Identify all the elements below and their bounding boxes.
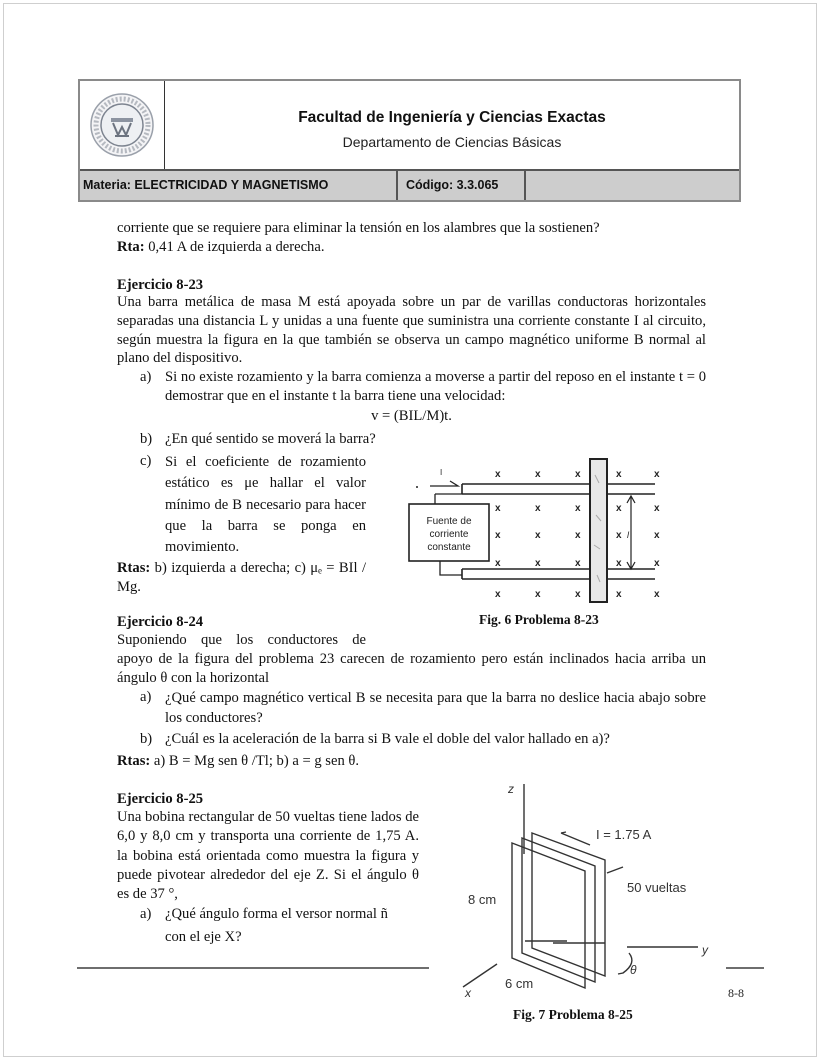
ex24-a-text: ¿Qué campo magnético vertical B se necesita para que la barra no deslice hacia abajo sobre los conductores? bbox=[165, 690, 706, 726]
svg-text:6 cm: 6 cm bbox=[505, 976, 534, 991]
figure-7-coil-diagram bbox=[455, 776, 730, 1001]
empty-cell bbox=[526, 171, 739, 200]
page-number: 8-8 bbox=[728, 986, 744, 1000]
answers-value: b) izquierda a derecha; c) μₑ = BIl / Mg. bbox=[117, 560, 366, 595]
ex25-a-text-line2: con el eje X? bbox=[165, 929, 242, 945]
svg-text:x: x bbox=[616, 503, 622, 514]
svg-text:constante: constante bbox=[427, 542, 471, 553]
svg-text:x: x bbox=[654, 469, 660, 480]
svg-text:x: x bbox=[495, 558, 501, 569]
svg-text:x: x bbox=[575, 530, 581, 541]
ex23-a-label: a) bbox=[140, 369, 152, 385]
svg-text:I: I bbox=[440, 468, 443, 477]
svg-text:x: x bbox=[616, 469, 622, 480]
magnetic-field-marks bbox=[495, 469, 660, 600]
svg-text:x: x bbox=[535, 503, 541, 514]
svg-text:x: x bbox=[654, 558, 660, 569]
ex25-a-text-line1: ¿Qué ángulo forma el versor normal ñ bbox=[165, 906, 388, 922]
svg-text:x: x bbox=[616, 530, 622, 541]
ex24-answers bbox=[117, 752, 359, 771]
svg-text:50 vueltas: 50 vueltas bbox=[627, 880, 687, 895]
answer-value: 0,41 A de izquierda a derecha. bbox=[144, 239, 325, 255]
svg-text:x: x bbox=[575, 503, 581, 514]
svg-text:Fuente de: Fuente de bbox=[426, 516, 472, 527]
figure-7-caption: Fig. 7 Problema 8-25 bbox=[513, 1007, 633, 1022]
svg-text:x: x bbox=[654, 503, 660, 514]
svg-text:x: x bbox=[575, 469, 581, 480]
exercise-8-25-title: Ejercicio 8-25 bbox=[117, 791, 204, 807]
svg-text:x: x bbox=[535, 469, 541, 480]
svg-text:z: z bbox=[508, 782, 514, 796]
svg-text:8 cm: 8 cm bbox=[468, 892, 497, 907]
ex25-a-label: a) bbox=[140, 906, 152, 922]
svg-text:x: x bbox=[654, 530, 660, 541]
ex23-a-text: Si no existe rozamiento y la barra comienza a moverse a partir del reposo en el instante t = 0 demostrar que en el instante t la barra tiene una velocidad: bbox=[165, 369, 706, 404]
ex24-a-label: a) bbox=[140, 689, 152, 705]
svg-text:x: x bbox=[465, 986, 471, 1000]
svg-text:θ: θ bbox=[630, 963, 637, 977]
previous-answer bbox=[117, 238, 717, 257]
logo-cell bbox=[80, 81, 165, 169]
svg-text:x: x bbox=[575, 589, 581, 600]
svg-text:x: x bbox=[616, 558, 622, 569]
ex23-c-text: Si el coeficiente de rozamiento estático es μe hallar el valor mínimo de B necesario para hacer que la barra se ponga en movimiento. bbox=[165, 454, 366, 556]
svg-text:x: x bbox=[495, 530, 501, 541]
ex23-b-label: b) bbox=[140, 431, 153, 447]
document-header bbox=[78, 79, 741, 202]
answers-label: Rtas: bbox=[117, 753, 151, 769]
subject-cell: Materia: ELECTRICIDAD Y MAGNETISMO bbox=[80, 171, 398, 200]
exercise-8-23-statement: Una barra metálica de masa M está apoyada sobre un par de varillas conductoras horizontales separadas una distancia L y unidas a una fuente que suministra una corriente constante I al circuito, según muestra la figura en la que también se observa un campo magnético uniforme B normal al plano del dispositivo. bbox=[117, 294, 706, 367]
exercise-8-24-statement: apoyo de la figura del problema 23 carecen de rozamiento pero están inclinados hacia arriba un ángulo θ con la horizontal bbox=[117, 651, 706, 686]
ex23-b-text: ¿En qué sentido se moverá la barra? bbox=[165, 431, 376, 447]
header-info-row bbox=[80, 171, 739, 200]
answer-label: Rta: bbox=[117, 239, 145, 255]
exercise-8-24-title: Ejercicio 8-24 bbox=[117, 614, 204, 630]
exercise-8-25-statement: Una bobina rectangular de 50 vueltas tiene lados de 6,0 y 8,0 cm y transporta una corriente de 1,75 A. la bobina está orientada como muestra la figura y puede pivotear alrededor del eje Z. Si el ángulo θ es de 37 °, bbox=[117, 809, 419, 903]
svg-text:l: l bbox=[627, 530, 629, 540]
exercise-8-23-title: Ejercicio 8-23 bbox=[117, 277, 204, 293]
svg-text:y: y bbox=[702, 943, 708, 957]
department-subtitle: Departamento de Ciencias Básicas bbox=[342, 134, 562, 150]
answers-value: a) B = Mg sen θ /Tl; b) a = g sen θ. bbox=[150, 753, 360, 769]
figure-6-circuit-diagram bbox=[400, 455, 670, 605]
svg-text:corriente: corriente bbox=[429, 529, 469, 540]
svg-text:x: x bbox=[575, 558, 581, 569]
title-cell bbox=[165, 81, 739, 169]
svg-text:x: x bbox=[495, 469, 501, 480]
ex23-formula: v = (BIL/M)t. bbox=[371, 408, 452, 424]
exercise-8-24-statement-line1: Suponiendo que los conductores de bbox=[117, 632, 366, 648]
university-seal-icon bbox=[89, 92, 155, 158]
svg-text:x: x bbox=[495, 589, 501, 600]
ex23-answers bbox=[117, 559, 366, 597]
footer-rule-left bbox=[77, 967, 429, 969]
ex24-b-label: b) bbox=[140, 731, 153, 747]
answers-label: Rtas: bbox=[117, 560, 151, 576]
svg-text:I = 1.75 A: I = 1.75 A bbox=[596, 827, 652, 842]
svg-text:x: x bbox=[535, 589, 541, 600]
previous-exercise-text: corriente que se requiere para eliminar la tensión en los alambres que la sostienen? bbox=[117, 220, 600, 236]
header-top-row bbox=[80, 81, 739, 171]
svg-text:x: x bbox=[535, 530, 541, 541]
svg-text:x: x bbox=[495, 503, 501, 514]
ex23-c-label: c) bbox=[140, 453, 152, 469]
figure-6-caption: Fig. 6 Problema 8-23 bbox=[479, 612, 599, 627]
svg-text:x: x bbox=[654, 589, 660, 600]
svg-text:x: x bbox=[616, 589, 622, 600]
faculty-title: Facultad de Ingeniería y Ciencias Exactas bbox=[298, 109, 606, 126]
code-cell: Código: 3.3.065 bbox=[398, 171, 526, 200]
svg-text:x: x bbox=[535, 558, 541, 569]
footer-rule-right bbox=[726, 967, 764, 969]
ex24-b-text: ¿Cuál es la aceleración de la barra si B vale el doble del valor hallado en a)? bbox=[165, 731, 610, 747]
